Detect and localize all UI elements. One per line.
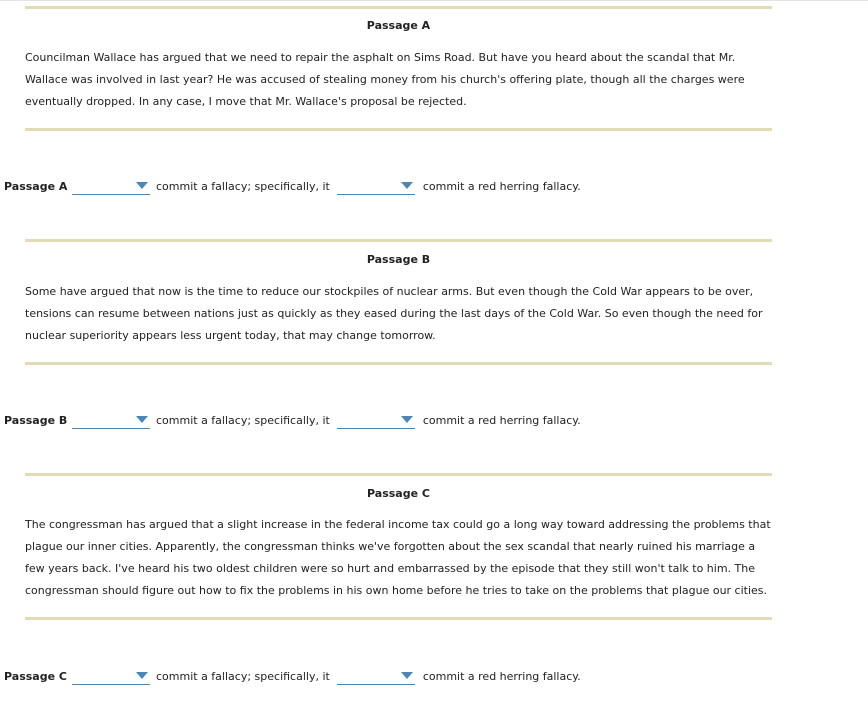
passage-b-question (4, 410, 581, 430)
red-herring-dropdown[interactable] (337, 412, 415, 429)
caret-down-icon (136, 182, 148, 189)
caret-down-icon (401, 672, 413, 679)
fallacy-dropdown[interactable] (72, 178, 150, 195)
caret-down-icon (401, 182, 413, 189)
passage-b-top-rule (25, 239, 772, 242)
question-label: Passage B (4, 413, 68, 427)
caret-down-icon (401, 416, 413, 423)
passage-c-text: The congressman has argued that a slight increase in the federal income tax could go a long way toward addressing the problems that plague our inner cities. Apparently, the congressman thinks we've forgotten about the sex scandal that nearly ruined his marriage a few years back. I've heard his two oldest children were so hurt and embarrassed by the episode that they still won't talk to him. The congressman should figure out how to fix the problems in his own home before he tries to take on the problems that plague our cities. (25, 518, 771, 597)
question-middle-text: commit a fallacy; specifically, it (156, 413, 330, 427)
top-border (0, 0, 868, 1)
passage-b-bottom-rule (25, 362, 772, 365)
passage-c-title: Passage C (367, 487, 430, 500)
passage-c-question (4, 666, 581, 686)
question-tail-text: commit a red herring fallacy. (422, 413, 581, 427)
question-middle-text: commit a fallacy; specifically, it (156, 669, 330, 683)
caret-down-icon (136, 416, 148, 423)
caret-down-icon (136, 672, 148, 679)
passage-a-text: Councilman Wallace has argued that we need to repair the asphalt on Sims Road. But have you heard about the scandal that Mr. Wallace was involved in last year? He was accused of stealing money from his church's offering plate, though all the charges were eventually dropped. In any case, I move that Mr. Wallace's proposal be rejected. (25, 51, 745, 108)
red-herring-dropdown[interactable] (337, 178, 415, 195)
fallacy-dropdown[interactable] (72, 412, 150, 429)
question-tail-text: commit a red herring fallacy. (422, 179, 581, 193)
passage-c-bottom-rule (25, 617, 772, 620)
passage-c-top-rule (25, 473, 772, 476)
question-label: Passage A (4, 179, 68, 193)
fallacy-dropdown[interactable] (72, 668, 150, 685)
passage-a-bottom-rule (25, 128, 772, 131)
passage-a-top-rule (25, 6, 772, 9)
passage-b-title: Passage B (366, 253, 431, 266)
passage-a-question (4, 176, 581, 196)
passage-a-title: Passage A (366, 19, 431, 32)
question-middle-text: commit a fallacy; specifically, it (156, 179, 330, 193)
passage-b-text: Some have argued that now is the time to reduce our stockpiles of nuclear arms. But even though the Cold War appears to be over, tensions can resume between nations just as quickly as they eased during the last days of the Cold War. So even though the need for nuclear superiority appears less urgent today, that may change tomorrow. (25, 285, 763, 342)
question-tail-text: commit a red herring fallacy. (422, 669, 581, 683)
question-label: Passage C (4, 669, 67, 683)
red-herring-dropdown[interactable] (337, 668, 415, 685)
